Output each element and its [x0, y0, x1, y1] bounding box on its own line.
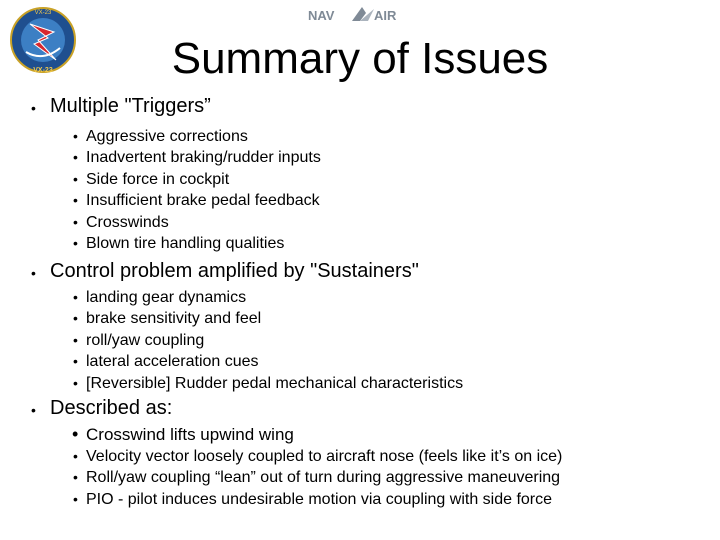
bullet: •	[73, 128, 78, 144]
bullet: •	[73, 289, 78, 305]
list-item	[0, 212, 720, 233]
bullet: •	[31, 265, 36, 281]
list-item	[0, 351, 720, 372]
bullet: •	[73, 149, 78, 166]
list-item	[0, 423, 720, 446]
list-item	[0, 467, 720, 488]
list-item-text: [Reversible] Rudder pedal mechanical characteristics	[86, 374, 464, 392]
list-item-text: Aggressive corrections	[86, 128, 248, 145]
bullet: •	[73, 374, 78, 391]
bullet: •	[73, 331, 78, 348]
section-triggers	[0, 94, 720, 254]
list-item-text: Insufficient brake pedal feedback	[86, 192, 320, 210]
section-sustainers	[0, 259, 720, 394]
list-item	[0, 169, 720, 190]
list-item-text: Crosswinds	[86, 213, 169, 231]
bullet: •	[72, 424, 79, 444]
section-heading-text: Multiple "Triggers”	[50, 95, 211, 117]
bullet: •	[73, 213, 78, 230]
list-item-text: PIO - pilot induces undesirable motion via coupling with side force	[86, 490, 553, 508]
bullet: •	[73, 234, 78, 251]
list-item	[0, 190, 720, 211]
bullet: •	[73, 469, 78, 486]
section-heading-text: Control problem amplified by "Sustainers"	[50, 260, 419, 282]
list-item	[0, 287, 720, 308]
bullet: •	[73, 192, 78, 209]
bullet: •	[31, 402, 36, 418]
bullet-list	[0, 126, 720, 254]
list-item	[0, 373, 720, 394]
bullet: •	[73, 170, 78, 187]
list-item	[0, 330, 720, 351]
bullet: •	[73, 490, 78, 507]
section-heading-text: Described as:	[50, 397, 173, 419]
list-item-text: Crosswind lifts upwind wing	[86, 425, 294, 444]
bullet-list	[0, 287, 720, 394]
list-item-text: Roll/yaw coupling “lean” out of turn during aggressive maneuvering	[86, 469, 561, 487]
section-heading	[0, 259, 720, 283]
list-item	[0, 147, 720, 168]
bullet: •	[31, 100, 36, 116]
section-heading	[0, 396, 720, 420]
list-item-text: Blown tire handling qualities	[86, 234, 285, 252]
list-item-text: Velocity vector loosely coupled to aircraft nose (feels like it’s on ice)	[86, 448, 563, 465]
bullet-list	[0, 423, 720, 510]
list-item-text: Inadvertent braking/rudder inputs	[86, 149, 321, 167]
section-heading	[0, 94, 720, 118]
list-item	[0, 126, 720, 147]
list-item-text: landing gear dynamics	[86, 289, 247, 306]
list-item-text: lateral acceleration cues	[86, 353, 259, 371]
logo-top-text: VX-23	[34, 10, 52, 16]
list-item-text: brake sensitivity and feel	[86, 310, 262, 328]
list-item	[0, 446, 720, 467]
bullet: •	[73, 353, 78, 370]
list-item	[0, 489, 720, 510]
list-item-text: roll/yaw coupling	[86, 331, 205, 349]
navair-logo	[308, 5, 414, 25]
navair-logo-right-text: AIR	[374, 8, 397, 23]
list-item	[0, 308, 720, 329]
list-item-text: Side force in cockpit	[86, 170, 230, 188]
bullet: •	[73, 448, 78, 464]
section-described-as	[0, 396, 720, 510]
bullet: •	[73, 310, 78, 327]
list-item	[0, 233, 720, 254]
logo-bottom-text: VX-23	[33, 67, 53, 74]
page-title: Summary of Issues	[171, 34, 549, 83]
navair-logo-left-text: NAV	[308, 8, 335, 23]
